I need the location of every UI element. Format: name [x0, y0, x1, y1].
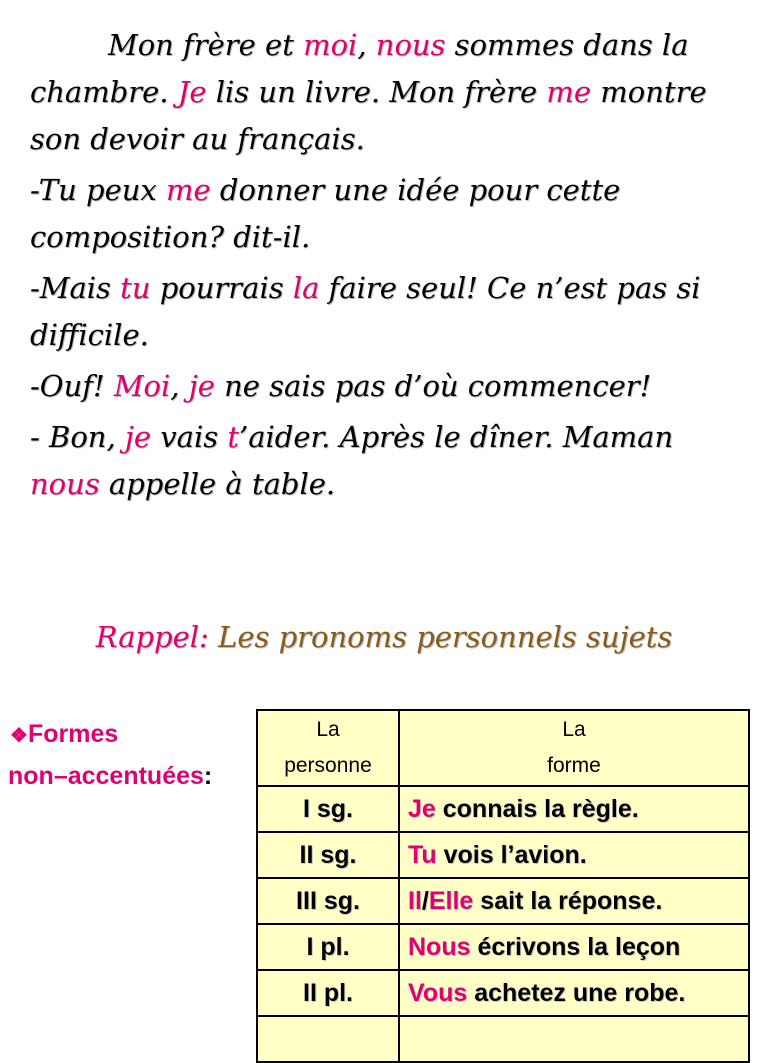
form-cell: Il/Elle sait la réponse. [399, 878, 749, 924]
pronoun-highlight: nous [30, 467, 100, 501]
form-cell: Je connais la règle. [399, 786, 749, 832]
person-cell: I pl. [257, 924, 399, 970]
form-cell: Tu vois l’avion. [399, 832, 749, 878]
table-row [257, 878, 749, 924]
rappel-title: Les pronoms personnels sujets [208, 620, 673, 654]
subject-pronoun: Nous [408, 932, 471, 961]
table-row [257, 786, 749, 832]
person-cell: II sg. [257, 832, 399, 878]
table-row [257, 832, 749, 878]
pronoun-highlight: la [292, 271, 320, 305]
story-paragraph-3: -Mais tu pourrais la faire seul! Ce n’est pas si difficile. [30, 271, 701, 352]
table-row-partial [257, 1016, 749, 1062]
rappel-heading [0, 620, 768, 654]
subject-pronoun: Je [408, 794, 436, 823]
story-text [30, 22, 750, 512]
rappel-label: Rappel: [95, 620, 209, 654]
table-row [257, 970, 749, 1016]
pronoun-highlight: moi [303, 28, 358, 62]
subject-pronoun: Vous [408, 978, 468, 1007]
story-paragraph-1: Mon frère et moi, nous sommes dans la chambre. Je lis un livre. Mon frère me montre son devoir au français. [30, 28, 707, 156]
form-cell: Vous achetez une robe. [399, 970, 749, 1016]
person-cell: III sg. [257, 878, 399, 924]
person-cell [257, 1016, 399, 1062]
pronoun-table [256, 709, 750, 1063]
story-paragraph-5: - Bon, je vais t’aider. Après le dîner. Maman nous appelle à table. [30, 420, 674, 501]
form-cell: Nous écrivons la leçon [399, 924, 749, 970]
subject-pronoun: Elle [428, 886, 474, 915]
table-row [257, 924, 749, 970]
pronoun-highlight: je [188, 369, 215, 403]
pronoun-highlight: me [546, 75, 592, 109]
pronoun-highlight: Moi [113, 369, 171, 403]
story-paragraph-4: -Ouf! Moi, je ne sais pas d’où commencer! [30, 369, 652, 403]
pronoun-highlight: nous [375, 28, 446, 62]
table-header-row [257, 710, 749, 786]
pronoun-highlight: Je [177, 75, 207, 109]
formes-label: ❖Formes non–accentuées: [8, 720, 213, 790]
person-cell: I sg. [257, 786, 399, 832]
person-cell: II pl. [257, 970, 399, 1016]
subject-pronoun: Tu [408, 840, 437, 869]
pronoun-highlight: me [165, 173, 211, 207]
pronoun-highlight: t [227, 420, 239, 454]
pronoun-highlight: tu [120, 271, 151, 305]
header-form: La forme [399, 710, 749, 786]
story-paragraph-2: -Tu peux me donner une idée pour cette composition? dit-il. [30, 173, 621, 254]
pronoun-highlight: je [124, 420, 152, 454]
subject-pronoun: Il [408, 886, 422, 915]
header-person: La personne [257, 710, 399, 786]
form-cell [399, 1016, 749, 1062]
diamond-bullet-icon: ❖ [10, 725, 28, 747]
